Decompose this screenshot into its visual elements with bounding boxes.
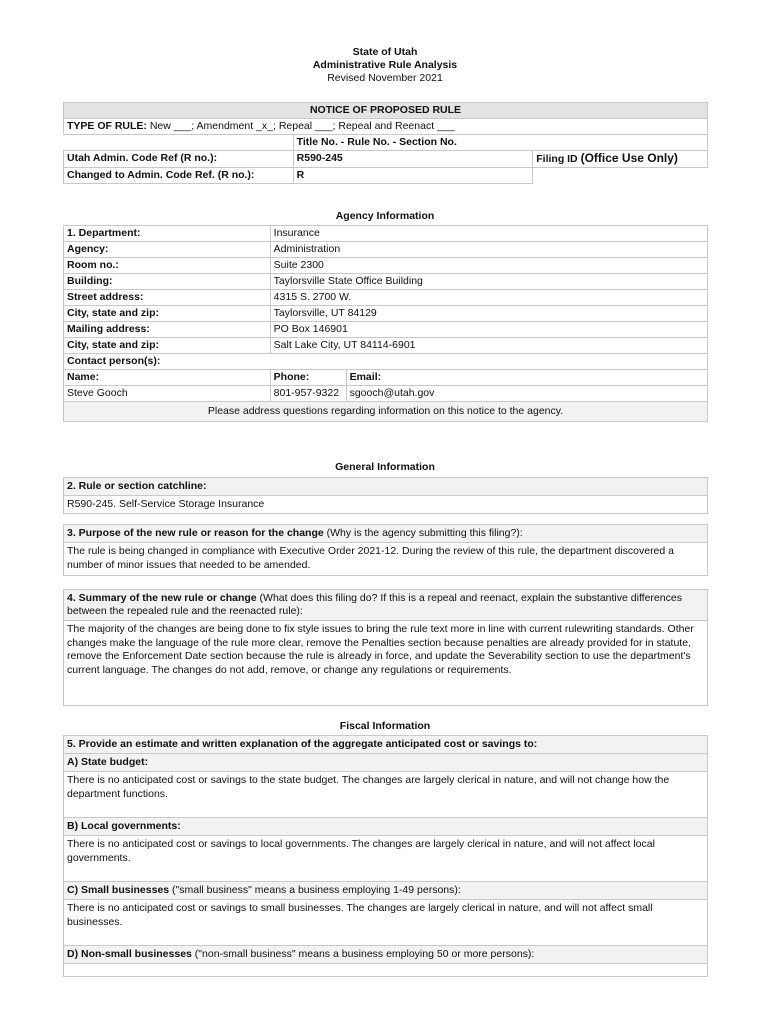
notice-table [63,102,708,184]
department-value: Insurance [270,226,707,242]
doc-header [0,46,770,85]
code-ref-value: R590-245 [293,151,533,168]
summary-label: 4. Summary of the new rule or change [67,592,257,604]
contact-email: sgooch@utah.gov [346,386,707,402]
catchline-label: 2. Rule or section catchline: [63,477,708,496]
local-gov-value: There is no anticipated cost or savings to local governments. The changes are largely clerical in nature, and will not affect local governments. [63,836,708,882]
empty-cell [64,135,294,151]
room-value: Suite 2300 [270,258,707,274]
purpose-box [63,524,708,576]
city-label: City, state and zip: [64,306,271,322]
agency-note: Please address questions regarding information on this notice to the agency. [64,402,708,422]
state-budget-label: A) State budget: [63,754,708,772]
fiscal-box [63,735,708,977]
contact-phone: 801-957-9322 [270,386,346,402]
rule-type-row [64,119,708,135]
department-label: 1. Department: [64,226,271,242]
revision-date: Revised November 2021 [327,72,443,84]
purpose-label: 3. Purpose of the new rule or reason for the change [67,527,324,539]
mailing-value: PO Box 146901 [270,322,707,338]
purpose-value: The rule is being changed in compliance with Executive Order 2021-12. During the review of this rule, the department discovered a number of minor issues that needed to be amended. [63,543,708,576]
title-no-header: Title No. - Rule No. - Section No. [293,135,707,151]
fiscal-question: 5. Provide an estimate and written explanation of the aggregate anticipated cost or savings to: [63,735,708,754]
small-business-label: C) Small businesses [67,884,170,896]
email-header: Email: [346,370,707,386]
mailing-city-value: Salt Lake City, UT 84114-6901 [270,338,707,354]
street-label: Street address: [64,290,271,306]
non-small-business-label: D) Non-small businesses [67,948,192,960]
state-budget-value: There is no anticipated cost or savings to the state budget. The changes are largely clerical in nature, and will not change how the department functions. [63,772,708,818]
street-value: 4315 S. 2700 W. [270,290,707,306]
summary-header [63,589,708,621]
non-small-business-value [63,964,708,977]
agency-value: Administration [270,242,707,258]
filing-id-cell [533,151,708,168]
phone-header: Phone: [270,370,346,386]
contact-label: Contact person(s): [64,354,708,370]
non-small-business-note: ("non-small business" means a business employing 50 or more persons): [191,948,535,960]
agency-heading: Agency Information [335,210,435,222]
city-value: Taylorsville, UT 84129 [270,306,707,322]
summary-box [63,589,708,706]
mailing-city-label: City, state and zip: [64,338,271,354]
state-title: State of Utah [352,46,418,58]
room-label: Room no.: [64,258,271,274]
non-small-business-header [63,946,708,964]
empty-cell [533,168,708,184]
mailing-label: Mailing address: [64,322,271,338]
filing-id-note: (Office Use Only) [580,151,678,165]
summary-note: (What does this filing do? If this is a repeal and reenact, explain the substantive differences between the repealed rule and the reenacted rule): [67,592,682,617]
changed-ref-label: Changed to Admin. Code Ref. (R no.): [64,168,294,184]
small-business-note: ("small business" means a business employing 1-49 persons): [169,884,461,896]
rule-type-label: TYPE OF RULE: [67,120,147,132]
agency-table [63,225,708,422]
building-label: Building: [64,274,271,290]
code-ref-label: Utah Admin. Code Ref (R no.): [64,151,294,168]
small-business-header [63,882,708,900]
notice-title: NOTICE OF PROPOSED RULE [64,103,708,119]
catchline-box [63,477,708,514]
contact-name: Steve Gooch [64,386,271,402]
building-value: Taylorsville State Office Building [270,274,707,290]
filing-id-label: Filing ID [536,153,578,165]
general-heading: General Information [335,461,435,473]
changed-ref-value: R [293,168,533,184]
form-title: Administrative Rule Analysis [312,59,458,71]
name-header: Name: [64,370,271,386]
small-business-value: There is no anticipated cost or savings to small businesses. The changes are largely clerical in nature, and will not affect small businesses. [63,900,708,946]
rule-type-options: New ___; Amendment _x_; Repeal ___; Repeal and Reenact ___ [149,120,455,132]
catchline-value: R590-245. Self-Service Storage Insurance [63,496,708,514]
fiscal-heading: Fiscal Information [339,720,431,732]
summary-value: The majority of the changes are being done to fix style issues to bring the rule text more in line with current rulewriting standards. Other changes make the language of the rule more clear, remove the Penalties section because penalties are already provided for in statute, remove the Enforcement Date section because the rule is already in force, and update the Severability section to use the department's current language. The changes do not add, remove, or change any regulations or requirements. [63,621,708,706]
agency-label: Agency: [64,242,271,258]
local-gov-label: B) Local governments: [63,818,708,836]
purpose-header [63,524,708,543]
purpose-note: (Why is the agency submitting this filing?): [323,527,523,539]
